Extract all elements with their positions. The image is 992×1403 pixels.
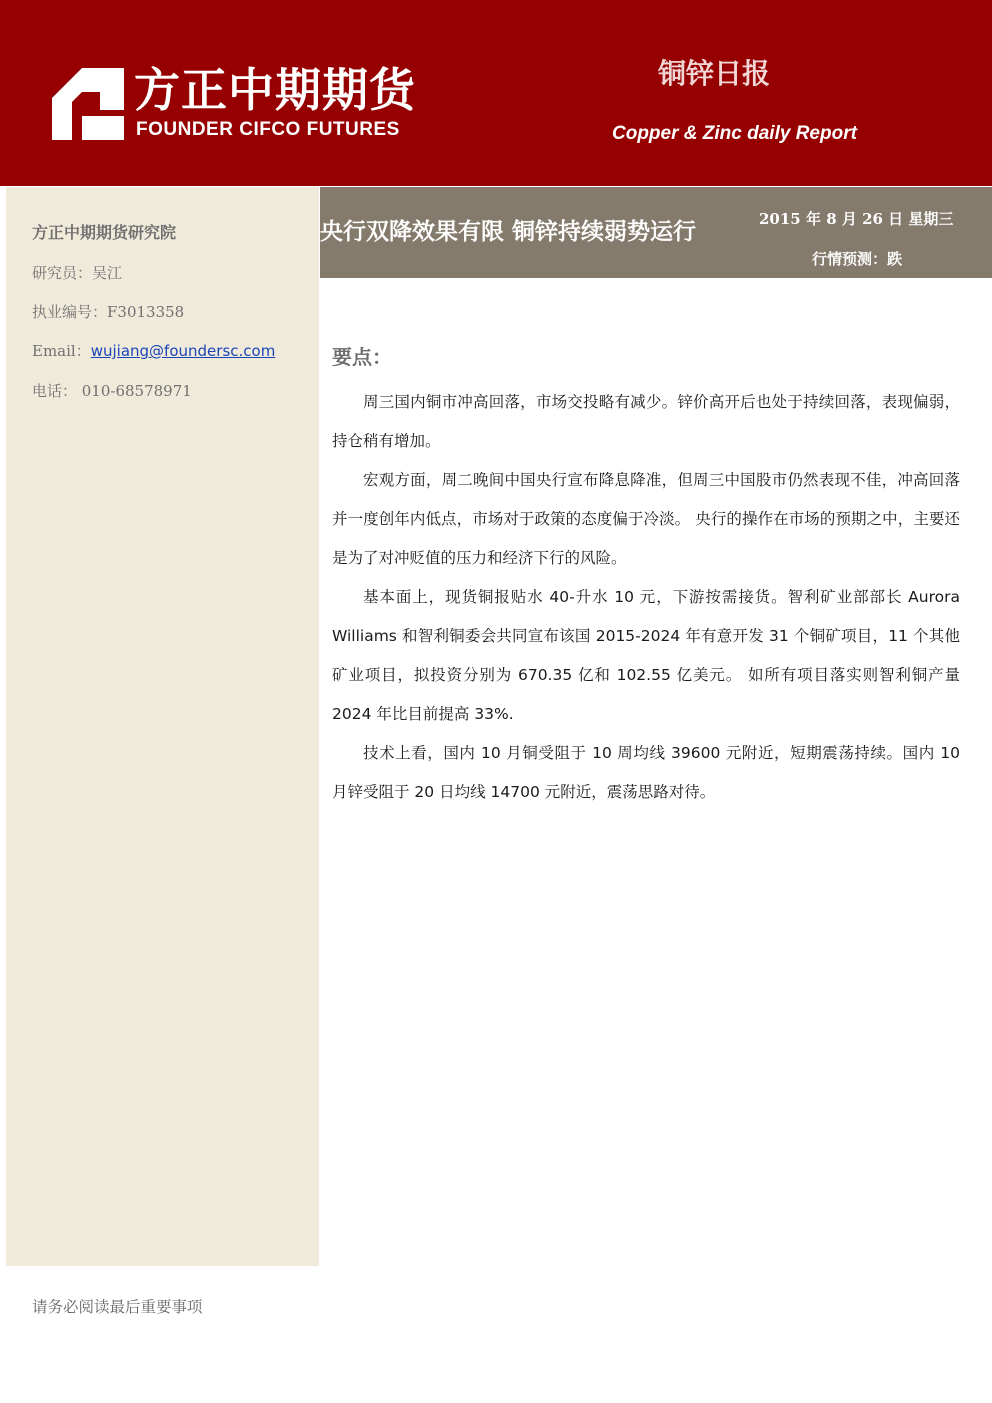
- research-institute: 方正中期期货研究院: [32, 223, 177, 242]
- license-number: 执业编号：F3013358: [32, 303, 185, 321]
- email-line: [32, 340, 275, 362]
- company-name-cn: 方正中期期货: [134, 63, 416, 117]
- report-title-cn: 铜锌日报: [658, 57, 771, 90]
- report-body: [332, 383, 960, 812]
- email-link[interactable]: wujiang@foundersc.com: [90, 342, 276, 360]
- paragraph-market: 周三国内铜市冲高回落，市场交投略有减少。锌价高开后也处于持续回落，表现偏弱，持仓稍有增加。: [332, 393, 960, 450]
- phone-line: 电话： 010-68578971: [32, 382, 192, 400]
- market-forecast: 行情预测：跌: [812, 250, 903, 268]
- report-headline: 央行双降效果有限 铜锌持续弱势运行: [320, 219, 697, 245]
- email-label: Email：: [32, 342, 91, 360]
- company-name-en: FOUNDER CIFCO FUTURES: [136, 119, 400, 140]
- paragraph-fundamentals: 基本面上，现货铜报贴水 40-升水 10 元，下游按需接货。智利矿业部部长 Aurora Williams 和智利铜委会共同宣布该国 2015-2024 年有意开发 31 个铜矿项目，11 个其他矿业项目，拟投资分别为 670.35 亿和 102.55 亿美元。 如所有项目落实则智利铜产量 2024 年比目前提高 33%.: [332, 588, 960, 723]
- report-title-en: Copper & Zinc daily Report: [612, 123, 857, 144]
- report-date: 2015 年 8 月 26 日 星期三: [759, 210, 954, 228]
- key-points-title: 要点：: [332, 345, 392, 369]
- researcher-name: 研究员：吴江: [32, 264, 123, 282]
- paragraph-macro: 宏观方面，周二晚间中国央行宣布降息降准，但周三中国股市仍然表现不佳，冲高回落并一度创年内低点，市场对于政策的态度偏于冷淡。 央行的操作在市场的预期之中，主要还是为了对冲贬值的压力和经济下行的风险。: [332, 471, 960, 567]
- disclaimer-note: 请务必阅读最后重要事项: [32, 1298, 203, 1316]
- founder-logo-icon: [52, 68, 124, 140]
- paragraph-technical: 技术上看，国内 10 月铜受阻于 10 周均线 39600 元附近，短期震荡持续。国内 10 月锌受阻于 20 日均线 14700 元附近，震荡思路对待。: [332, 744, 960, 801]
